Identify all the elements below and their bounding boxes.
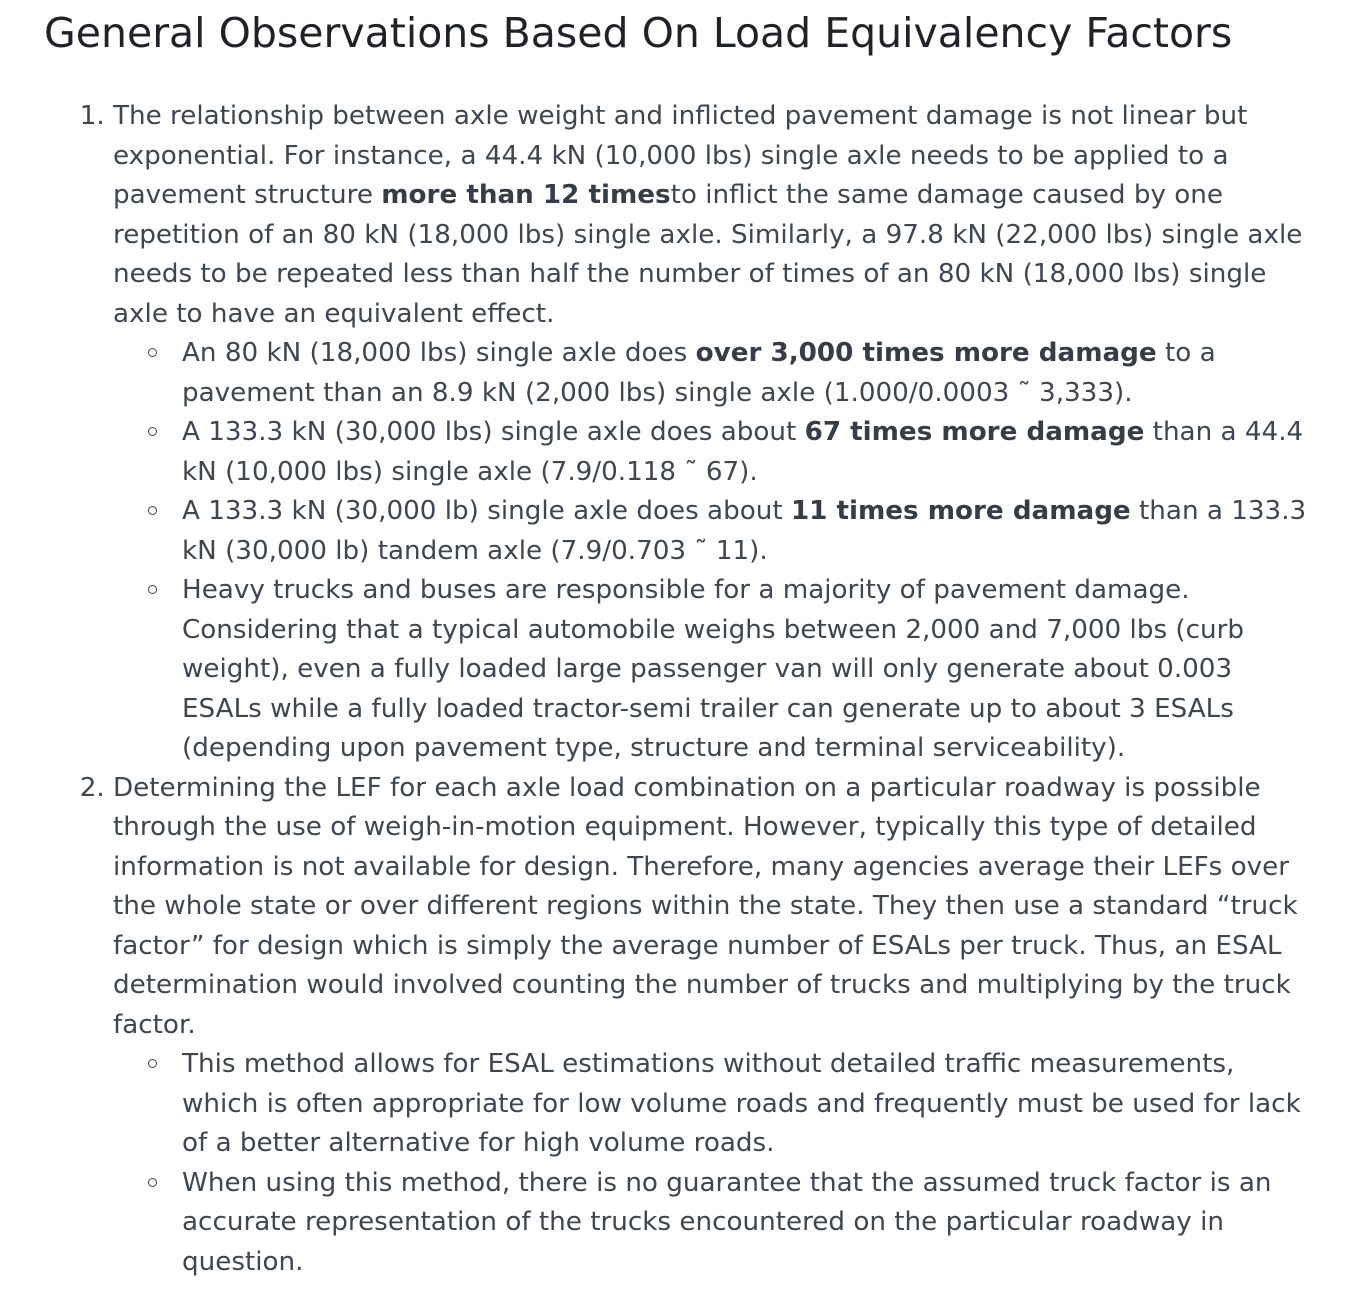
subitem-1-1-text-part-2: to a pavement than an 8.9 kN (2,000 lbs) single axle (1.000/0.0003 ˜ 3,333). (182, 338, 1216, 408)
hollow-circle-bullet-icon (148, 506, 157, 515)
hollow-circle-bullet-icon (148, 348, 157, 357)
subitem-1-2-text-part-1: A 133.3 kN (30,000 lbs) single axle does about (182, 417, 805, 447)
subitem-1-1-emphasis: over 3,000 times more damage (695, 338, 1157, 368)
subitem-1-3-text-part-2: than a 133.3 kN (30,000 lb) tandem axle (7.9/0.703 ˜ 11). (182, 496, 1307, 566)
subitem-2-1-text: This method allows for ESAL estimations without detailed traffic measurements, which is often appropriate for low volume roads and frequently must be used for lack of a better alternative for high volume roads. (182, 1049, 1301, 1158)
hollow-circle-bullet-icon (148, 1178, 157, 1187)
subitem-1-4-text: Heavy trucks and buses are responsible for a majority of pavement damage. Considering that a typical automobile weighs between 2,000 and 7,000 lbs (curb weight), even a fully loaded large passenger van will only generate about 0.003 ESALs while a fully loaded tractor-semi trailer can generate up to about 3 ESALs (depending upon pavement type, structure and terminal serviceability). (182, 575, 1245, 763)
sublist-item (182, 1045, 1313, 1164)
hollow-circle-bullet-icon (148, 427, 157, 436)
list-item-2 (113, 769, 1313, 1283)
item-1-text-part-2: to inflict the same damage caused by one repetition of an 80 kN (18,000 lbs) single axle. Similarly, a 97.8 kN (22,000 lbs) single axle needs to be repeated less than half the number of times of an 80 kN (18,000 lbs) single axle to have an equivalent effect. (113, 180, 1303, 329)
subitem-2-2-text: When using this method, there is no guarantee that the assumed truck factor is an accurate representation of the trucks encountered on the particular roadway in question. (182, 1167, 1272, 1277)
list-item-1 (113, 97, 1313, 769)
item-2-sublist (113, 1045, 1313, 1282)
item-1-text-part-1: The relationship between axle weight and inflicted pavement damage is not linear but exponential. For instance, a 44.4 kN (10,000 lbs) single axle needs to be applied to a pavement structure (113, 101, 1248, 210)
item-1-emphasis: more than 12 times (381, 180, 671, 210)
subitem-1-1-text-part-1: An 80 kN (18,000 lbs) single axle does (182, 338, 696, 368)
hollow-circle-bullet-icon (148, 585, 157, 594)
item-1-sublist (113, 334, 1313, 769)
page-title: General Observations Based On Load Equivalency Factors (44, 9, 1233, 57)
subitem-1-3-text-part-1: A 133.3 kN (30,000 lb) single axle does about (182, 496, 791, 526)
sublist-item (182, 334, 1313, 413)
subitem-1-3-emphasis: 11 times more damage (790, 496, 1131, 526)
sublist-item (182, 1164, 1313, 1283)
observations-list (44, 97, 1313, 1282)
sublist-item (182, 571, 1313, 769)
sublist-item (182, 492, 1313, 571)
subitem-1-2-text-part-2: than a 44.4 kN (10,000 lbs) single axle (7.9/0.118 ˜ 67). (182, 417, 1304, 487)
item-2-text: Determining the LEF for each axle load combination on a particular roadway is possible through the use of weigh-in-motion equipment. However, typically this type of detailed information is not available for design. Therefore, many agencies average their LEFs over the whole state or over different regions within the state. They then use a standard “truck factor” for design which is simply the average number of ESALs per truck. Thus, an ESAL determination would involved counting the number of trucks and multiplying by the truck factor. (113, 772, 1298, 1040)
sublist-item (182, 413, 1313, 492)
subitem-1-2-emphasis: 67 times more damage (804, 417, 1145, 447)
hollow-circle-bullet-icon (148, 1059, 157, 1068)
